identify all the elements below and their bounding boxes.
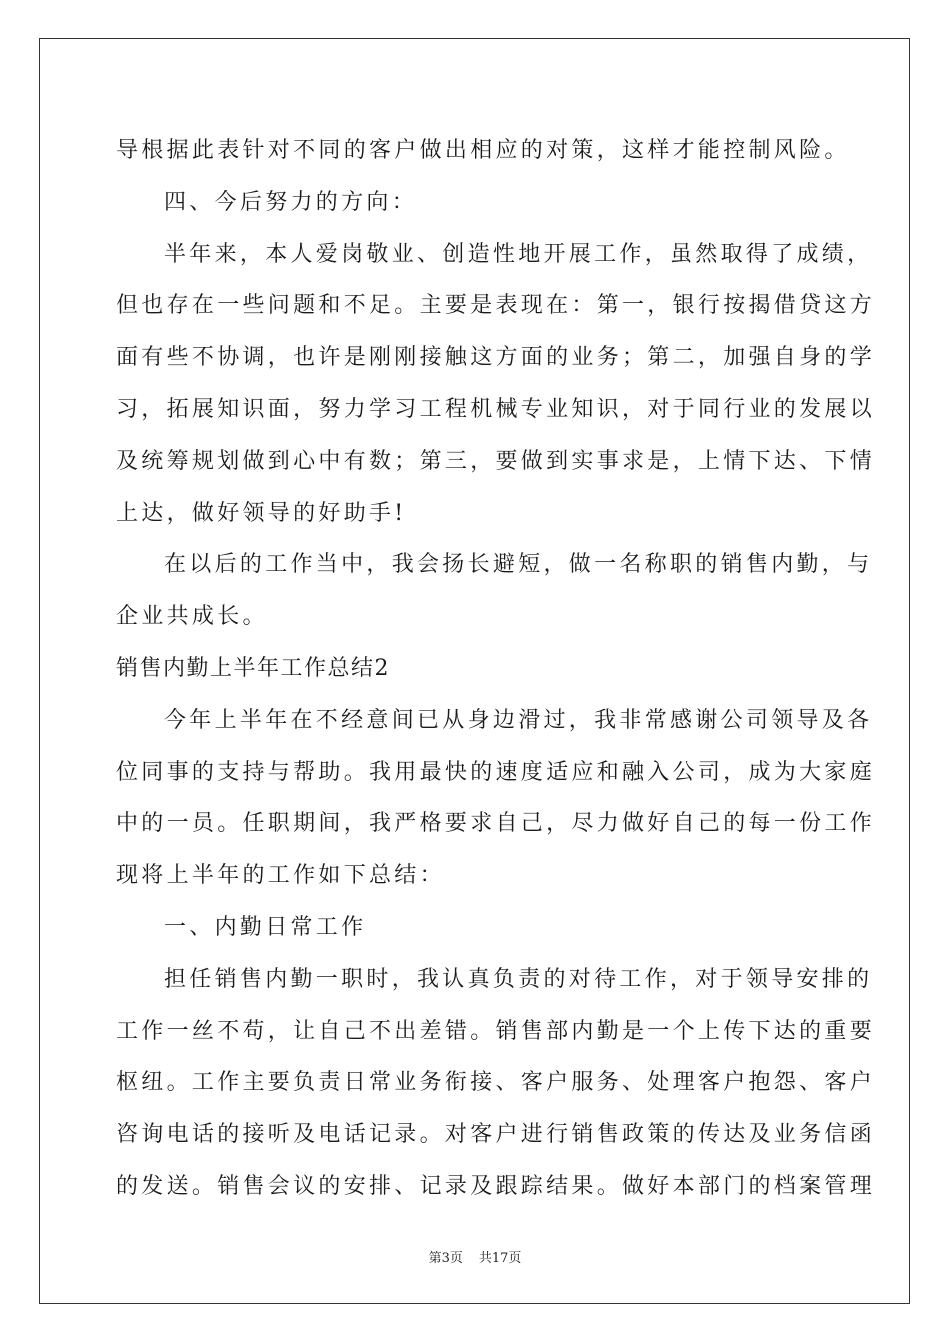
body-line: 导根据此表针对不同的客户做出相应的对策，这样才能控制风险。: [116, 138, 850, 163]
body-line: 今年上半年在不经意间已从身边滑过，我非常感谢公司领导及各: [164, 707, 873, 733]
section-heading: 四、今后努力的方向：: [164, 189, 418, 215]
page-total: 共17页: [478, 1251, 522, 1266]
section-heading: 一、内勤日常工作: [164, 914, 367, 940]
body-line: 企业共成长。: [116, 604, 268, 630]
body-line: 的发送。销售会议的安排、记录及跟踪结果。做好本部门的档案管理: [116, 1173, 876, 1199]
body-line: 工作一丝不苟，让自己不出差错。销售部内勤是一个上传下达的重要: [116, 1018, 876, 1044]
document-body: [116, 125, 876, 1213]
document-title: 销售内勤上半年工作总结2: [116, 655, 390, 681]
body-line: 枢纽。工作主要负责日常业务衔接、客户服务、处理客户抱怨、客户: [116, 1070, 876, 1096]
body-line: 现将上半年的工作如下总结：: [116, 863, 445, 889]
body-line: 及统筹规划做到心中有数；第三，要做到实事求是，上情下达、下情: [116, 448, 876, 474]
page-footer: [0, 1247, 950, 1266]
body-line: 咨询电话的接听及电话记录。对客户进行销售政策的传达及业务信函: [116, 1122, 876, 1148]
body-line: 但也存在一些问题和不足。主要是表现在：第一，银行按揭借贷这方: [116, 293, 876, 319]
body-line: 习，拓展知识面，努力学习工程机械专业知识，对于同行业的发展以: [116, 396, 876, 422]
body-line: 担任销售内勤一职时，我认真负责的对待工作，对于领导安排的: [164, 966, 873, 992]
body-line: 半年来，本人爱岗敬业、创造性地开展工作，虽然取得了成绩，: [164, 241, 873, 267]
page-number: 第3页: [428, 1251, 463, 1266]
body-line: 面有些不协调，也许是刚刚接触这方面的业务；第二，加强自身的学: [116, 345, 876, 371]
body-line: 位同事的支持与帮助。我用最快的速度适应和融入公司，成为大家庭: [116, 759, 876, 785]
body-line: 中的一员。任职期间，我严格要求自己，尽力做好自己的每一份工作: [116, 811, 876, 837]
body-line: 上达，做好领导的好助手!: [116, 500, 407, 526]
body-line: 在以后的工作当中，我会扬长避短，做一名称职的销售内勤，与: [164, 552, 873, 578]
